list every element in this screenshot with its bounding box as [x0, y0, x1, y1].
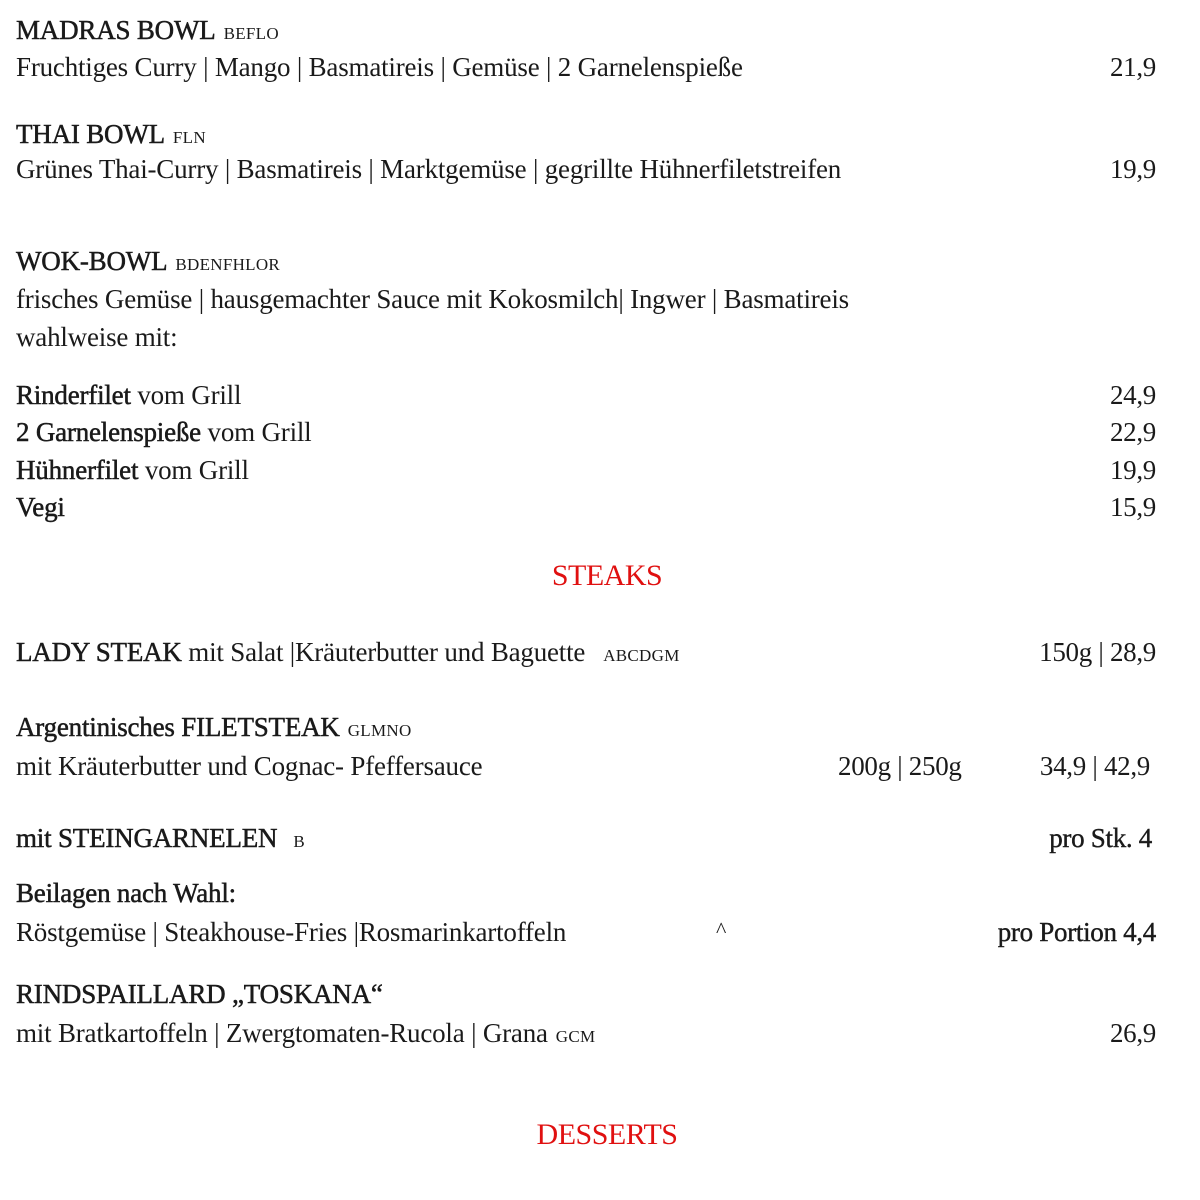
thai-bowl-price: 19,9: [1109, 154, 1156, 184]
filetsteak-allergens: GLMNO: [347, 721, 412, 740]
thai-bowl-title-line: [16, 118, 206, 154]
filetsteak-description: mit Kräuterbutter und Cognac- Pfeffersauce: [16, 751, 483, 781]
filetsteak-title-line: [16, 711, 412, 747]
beilagen-price: pro Portion 4,4: [997, 917, 1156, 947]
wok-bowl-title-line: [16, 245, 280, 281]
steingarnelen-prefix: mit: [16, 823, 52, 853]
wok-option-name: Vegi: [16, 492, 65, 522]
steingarnelen-line: [16, 822, 305, 858]
steingarnelen-price: pro Stk. 4: [1049, 823, 1152, 853]
wok-bowl-choice-label: wahlweise mit:: [16, 322, 178, 352]
wok-option-name: 2 Garnelenspieße: [16, 417, 201, 447]
wok-option-suffix: vom Grill: [200, 417, 312, 447]
wok-option-huehnerfilet: [16, 454, 249, 486]
wok-option-vegi-price: 15,9: [1109, 492, 1156, 522]
beilagen-title: Beilagen nach Wahl:: [16, 878, 236, 908]
madras-bowl-title-line: [16, 14, 279, 50]
beilagen-caret-mark: ^: [716, 917, 727, 942]
filetsteak-title-prefix: Argentinisches: [16, 712, 175, 742]
desserts-heading: DESSERTS: [536, 1118, 678, 1151]
wok-option-suffix: vom Grill: [138, 455, 249, 485]
lady-steak-line: [16, 636, 680, 672]
beilagen-description: Röstgemüse | Steakhouse-Fries |Rosmarinkartoffeln: [16, 917, 567, 947]
filetsteak-sizes: 200g | 250g: [838, 751, 962, 781]
madras-bowl-price: 21,9: [1109, 52, 1156, 82]
thai-bowl-description: Grünes Thai-Curry | Basmatireis | Marktgemüse | gegrillte Hühnerfiletstreifen: [16, 154, 842, 184]
wok-option-rinderfilet-price: 24,9: [1109, 380, 1156, 410]
wok-option-garnelen-price: 22,9: [1109, 417, 1156, 447]
rindspaillard-line: [16, 1017, 595, 1053]
rindspaillard-allergens: GCM: [555, 1027, 596, 1046]
wok-option-rinderfilet: [16, 379, 241, 411]
filetsteak-price: 34,9 | 42,9: [1039, 751, 1150, 781]
wok-bowl-allergens: BDENFHLOR: [175, 255, 281, 274]
wok-bowl-description: frisches Gemüse | hausgemachter Sauce mit Kokosmilch| Ingwer | Basmatireis: [16, 284, 849, 314]
wok-option-name: Hühnerfilet: [16, 455, 139, 485]
steingarnelen-title: STEINGARNELEN: [57, 823, 278, 853]
thai-bowl-allergens: FLN: [172, 128, 206, 147]
steingarnelen-allergens: B: [293, 832, 305, 851]
wok-bowl-title: WOK-BOWL: [16, 246, 168, 276]
lady-steak-title: LADY STEAK: [16, 637, 182, 667]
thai-bowl-title: THAI BOWL: [16, 119, 165, 149]
wok-option-vegi: [16, 491, 65, 523]
madras-bowl-description: Fruchtiges Curry | Mango | Basmatireis | Gemüse | 2 Garnelenspieße: [16, 52, 743, 82]
rindspaillard-price: 26,9: [1109, 1018, 1156, 1048]
madras-bowl-title: MADRAS BOWL: [16, 15, 216, 45]
lady-steak-description: mit Salat |Kräuterbutter und Baguette: [181, 637, 586, 667]
rindspaillard-description: mit Bratkartoffeln | Zwergtomaten-Rucola | Grana: [16, 1018, 548, 1048]
madras-bowl-allergens: BEFLO: [223, 24, 279, 43]
wok-option-suffix: vom Grill: [130, 380, 242, 410]
lady-steak-allergens: ABCDGM: [603, 646, 680, 665]
rindspaillard-title: RINDSPAILLARD „TOSKANA“: [16, 979, 383, 1009]
steaks-heading: STEAKS: [551, 559, 663, 592]
wok-option-name: Rinderfilet: [16, 380, 131, 410]
filetsteak-title: FILETSTEAK: [181, 712, 340, 742]
wok-option-garnelen: [16, 416, 311, 448]
lady-steak-price: 150g | 28,9: [1039, 637, 1156, 667]
wok-option-huehnerfilet-price: 19,9: [1109, 455, 1156, 485]
